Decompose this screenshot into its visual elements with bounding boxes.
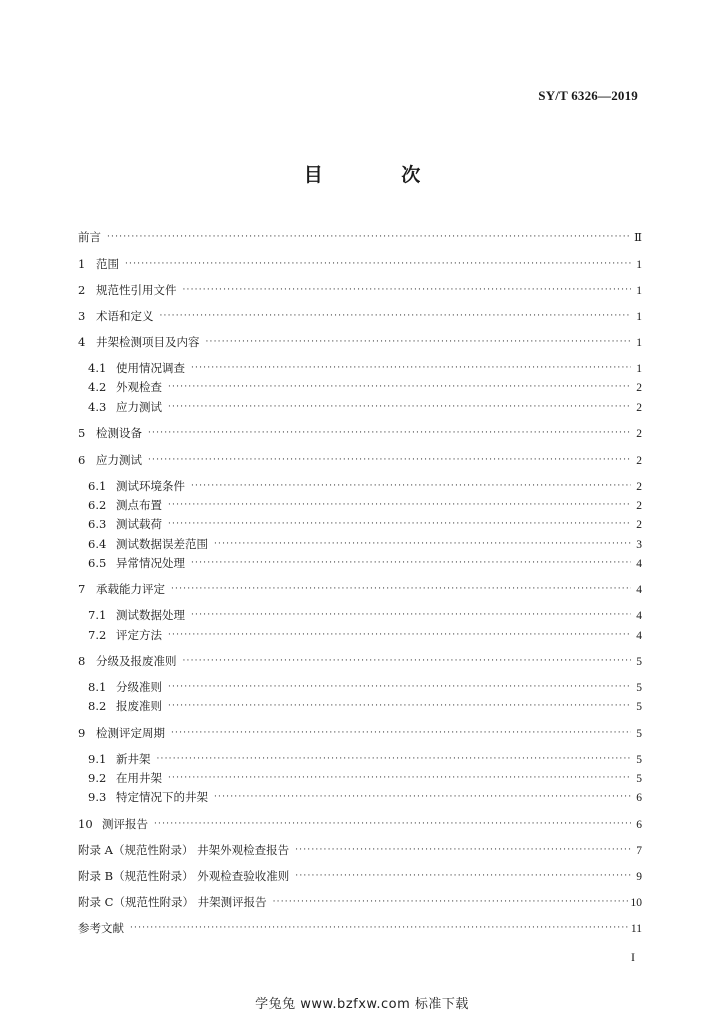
toc-entry-label: 规范性引用文件 (96, 283, 177, 297)
toc-entry-label: 新井架 (116, 752, 151, 766)
toc-entry-label: 测评报告 (102, 817, 148, 831)
toc-entry-page: 2 (636, 382, 642, 394)
document-code: SY/T 6326—2019 (538, 88, 638, 103)
toc-leader-dots (191, 609, 631, 621)
toc-entry[interactable] (88, 554, 642, 572)
toc-entry[interactable] (88, 535, 642, 553)
toc-entry-label: 检测评定周期 (96, 726, 165, 740)
toc-entry-label: 术语和定义 (96, 309, 154, 323)
toc-entry-label: 测点布置 (116, 498, 162, 512)
toc-entry-label: 附录 C（规范性附录） 井架测评报告 (78, 895, 267, 909)
toc-entry-label: 外观检查 (116, 380, 162, 394)
toc-entry-page: 2 (636, 402, 642, 414)
toc-leader-dots (171, 727, 631, 739)
toc-entry[interactable] (88, 788, 642, 806)
toc-entry-page: 2 (636, 481, 642, 493)
toc-leader-dots (157, 753, 632, 765)
toc-entry[interactable] (88, 477, 642, 495)
toc-entry[interactable] (88, 378, 642, 396)
toc-entry[interactable] (88, 750, 642, 768)
toc-entry-number: 2 (78, 283, 86, 297)
toc-entry-number: 9.3 (88, 790, 107, 804)
toc-entry-page: 10 (630, 897, 642, 909)
toc-leader-dots (160, 310, 632, 322)
toc-entry-number: 7.1 (88, 608, 107, 622)
toc-entry-number: 6 (78, 453, 86, 467)
toc-entry[interactable] (88, 626, 642, 644)
toc-entry-number: 6.2 (88, 498, 107, 512)
toc-leader-dots (295, 870, 631, 882)
toc-entry-page: 1 (636, 259, 642, 271)
table-of-contents (78, 0, 642, 1024)
toc-entry[interactable] (78, 424, 642, 442)
toc-entry-label: 前言 (78, 230, 101, 244)
toc-leader-dots (214, 538, 631, 550)
toc-leader-dots (191, 480, 631, 492)
toc-leader-dots (171, 583, 631, 595)
toc-entry-page: 7 (636, 845, 642, 857)
toc-entry-label: 报废准则 (116, 699, 162, 713)
toc-entry-label: 井架检测项目及内容 (96, 335, 200, 349)
toc-entry-page: 6 (636, 819, 642, 831)
toc-leader-dots (168, 629, 631, 641)
toc-entry[interactable] (78, 652, 642, 670)
toc-entry[interactable] (88, 769, 642, 787)
toc-entry[interactable] (78, 451, 642, 469)
toc-entry-label: 参考文献 (78, 921, 124, 935)
toc-entry-number: 4.2 (88, 380, 107, 394)
toc-leader-dots (168, 772, 631, 784)
toc-entry-page: 4 (636, 558, 642, 570)
toc-entry[interactable] (88, 496, 642, 514)
toc-entry[interactable] (78, 867, 642, 885)
toc-entry[interactable] (78, 281, 642, 299)
toc-entry-page: 5 (636, 773, 642, 785)
toc-entry-page: 5 (636, 754, 642, 766)
toc-entry-number: 6.4 (88, 537, 107, 551)
toc-entry-page: 2 (636, 455, 642, 467)
toc-entry-label: 在用井架 (116, 771, 162, 785)
toc-entry[interactable] (78, 580, 642, 598)
toc-entry-page: 2 (636, 500, 642, 512)
toc-entry-label: 测试载荷 (116, 517, 162, 531)
toc-entry-number: 7 (78, 582, 86, 596)
toc-entry-number: 8.2 (88, 699, 107, 713)
toc-entry-page: 1 (636, 337, 642, 349)
toc-leader-dots (148, 427, 631, 439)
toc-entry-number: 4.3 (88, 400, 107, 414)
toc-entry-label: 使用情况调查 (116, 361, 185, 375)
toc-entry-number: 4.1 (88, 361, 107, 375)
toc-entry-label: 评定方法 (116, 628, 162, 642)
toc-entry-page: 2 (636, 519, 642, 531)
toc-entry-page: 4 (636, 630, 642, 642)
toc-entry[interactable] (88, 678, 642, 696)
toc-entry[interactable] (78, 919, 642, 937)
toc-leader-dots (295, 844, 631, 856)
toc-entry-label: 测试数据处理 (116, 608, 185, 622)
toc-entry-label: 分级准则 (116, 680, 162, 694)
toc-entry-number: 5 (78, 426, 86, 440)
toc-entry-page: Ⅱ (634, 232, 642, 244)
toc-entry[interactable] (78, 893, 642, 911)
toc-entry[interactable] (88, 359, 642, 377)
toc-entry-number: 10 (78, 817, 93, 831)
toc-entry-label: 承载能力评定 (96, 582, 165, 596)
toc-entry-page: 9 (636, 871, 642, 883)
toc-entry-number: 9 (78, 726, 86, 740)
toc-entry[interactable] (78, 815, 642, 833)
toc-entry-page: 5 (636, 682, 642, 694)
toc-entry-number: 8.1 (88, 680, 107, 694)
toc-entry-label: 测试环境条件 (116, 479, 185, 493)
toc-leader-dots (191, 557, 631, 569)
toc-leader-dots (206, 336, 632, 348)
toc-entry-page: 4 (636, 584, 642, 596)
toc-entry-label: 测试数据误差范围 (116, 537, 208, 551)
toc-entry-number: 4 (78, 335, 86, 349)
toc-entry-label: 附录 B（规范性附录） 外观检查验收准则 (78, 869, 290, 883)
watermark-text: 学兔兔 www.bzfxw.com 标准下载 (255, 997, 469, 1012)
toc-leader-dots (168, 401, 631, 413)
toc-entry[interactable] (88, 398, 642, 416)
toc-entry[interactable] (78, 724, 642, 742)
toc-entry-number: 6.5 (88, 556, 107, 570)
toc-entry-label: 特定情况下的井架 (116, 790, 208, 804)
toc-entry-page: 4 (636, 610, 642, 622)
toc-entry-label: 应力测试 (116, 400, 162, 414)
toc-entry[interactable] (88, 606, 642, 624)
toc-entry-page: 5 (636, 656, 642, 668)
toc-entry-number: 9.2 (88, 771, 107, 785)
toc-leader-dots (107, 231, 631, 243)
toc-entry-number: 9.1 (88, 752, 107, 766)
toc-entry-label: 附录 A（规范性附录） 井架外观检查报告 (78, 843, 290, 857)
toc-entry-page: 1 (636, 363, 642, 375)
toc-entry-page: 3 (636, 539, 642, 551)
toc-leader-dots (168, 499, 631, 511)
toc-entry-number: 1 (78, 257, 86, 271)
toc-entry-number: 6.3 (88, 517, 107, 531)
toc-entry-page: 5 (636, 701, 642, 713)
toc-entry-page: 6 (636, 792, 642, 804)
toc-entry[interactable] (78, 228, 642, 246)
toc-entry-label: 检测设备 (96, 426, 142, 440)
toc-entry-page: 11 (630, 923, 642, 935)
toc-leader-dots (168, 381, 631, 393)
toc-leader-dots (273, 896, 628, 908)
toc-entry-number: 7.2 (88, 628, 107, 642)
toc-entry[interactable] (78, 841, 642, 859)
toc-entry-page: 5 (636, 728, 642, 740)
toc-leader-dots (125, 258, 631, 270)
toc-leader-dots (168, 681, 631, 693)
toc-entry-page: 1 (636, 311, 642, 323)
toc-leader-dots (183, 655, 632, 667)
toc-leader-dots (130, 922, 628, 934)
toc-entry-label: 应力测试 (96, 453, 142, 467)
toc-leader-dots (168, 518, 631, 530)
toc-entry-number: 3 (78, 309, 86, 323)
toc-entry-page: 2 (636, 428, 642, 440)
toc-leader-dots (168, 700, 631, 712)
toc-entry[interactable] (88, 697, 642, 715)
toc-leader-dots (148, 454, 631, 466)
toc-entry-number: 8 (78, 654, 86, 668)
toc-leader-dots (154, 818, 631, 830)
toc-leader-dots (214, 791, 631, 803)
toc-entry-page: 1 (636, 285, 642, 297)
toc-leader-dots (191, 362, 631, 374)
page-number: I (631, 950, 635, 964)
toc-leader-dots (183, 284, 632, 296)
toc-title: 目 次 (303, 164, 457, 186)
toc-entry[interactable] (78, 307, 642, 325)
toc-entry[interactable] (78, 333, 642, 351)
toc-entry-label: 范围 (96, 257, 119, 271)
toc-entry-number: 6.1 (88, 479, 107, 493)
toc-entry[interactable] (78, 255, 642, 273)
toc-entry[interactable] (88, 515, 642, 533)
toc-entry-label: 分级及报废准则 (96, 654, 177, 668)
toc-entry-label: 异常情况处理 (116, 556, 185, 570)
